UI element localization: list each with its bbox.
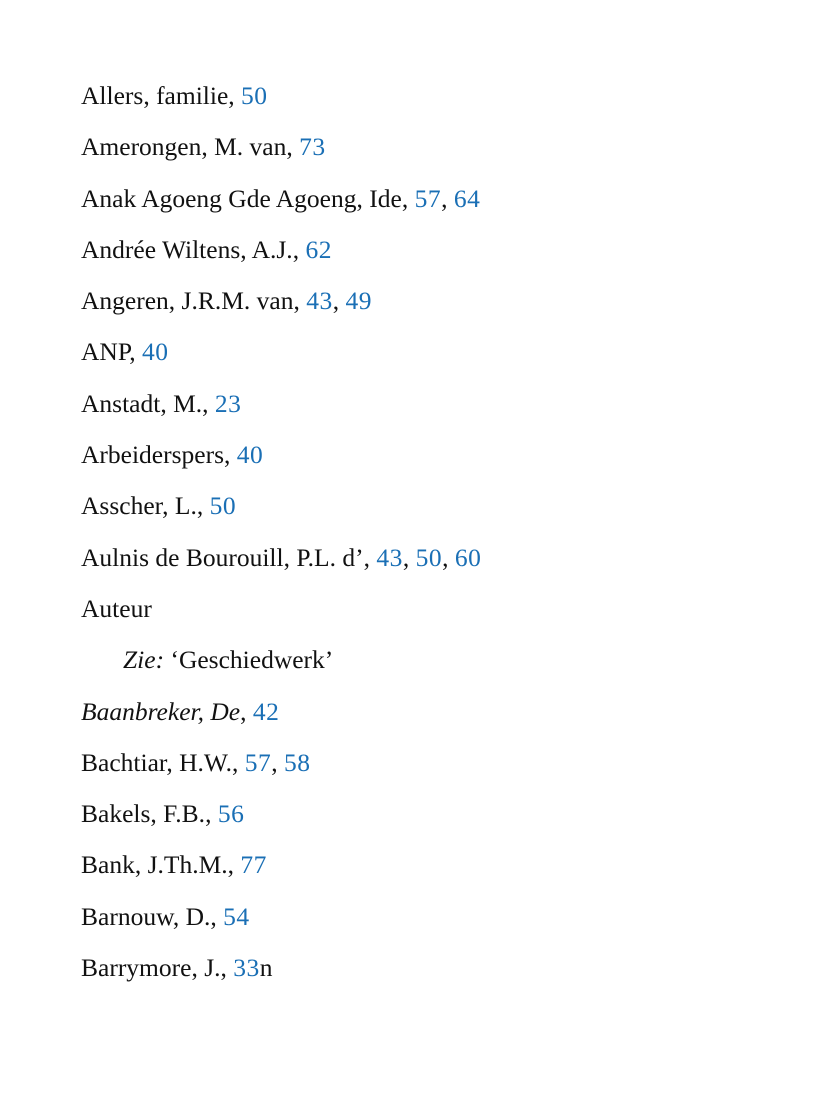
- entry-name: Angeren, J.R.M. van: [81, 286, 294, 316]
- entry-name: Anak Agoeng Gde Agoeng, Ide: [81, 183, 402, 213]
- page-link[interactable]: 56: [217, 799, 245, 829]
- page-link[interactable]: 60: [454, 542, 482, 572]
- page-link[interactable]: 57: [244, 747, 272, 777]
- see-reference: [81, 639, 801, 690]
- page-link[interactable]: 40: [236, 440, 264, 470]
- entry-name: Auteur: [81, 593, 152, 623]
- page-link[interactable]: 43: [306, 286, 333, 316]
- entry-name: Arbeiderspers: [81, 440, 225, 470]
- page-link[interactable]: 42: [252, 696, 280, 726]
- index-entry: Bachtiar, H.W., 57, 58: [81, 747, 311, 777]
- entry-name: Andrée Wiltens, A.J.: [81, 234, 293, 264]
- index-entry: Aulnis de Bourouill, P.L. d’, 43, 50, 60: [81, 542, 482, 572]
- index-entry: Bakels, F.B., 56: [81, 799, 245, 829]
- page-link[interactable]: 50: [415, 542, 443, 572]
- index-entry: Arbeiderspers, 40: [81, 440, 264, 470]
- index-entry: ANP, 40: [81, 337, 169, 367]
- entry-name: Anstadt, M.: [81, 388, 203, 418]
- entry-name: Allers, familie: [81, 81, 229, 110]
- index-entry: Amerongen, M. van, 73: [81, 132, 326, 162]
- index-entry: Baanbreker, De, 42: [81, 696, 280, 726]
- entry-name: Bachtiar, H.W.: [81, 747, 232, 777]
- see-target: ‘Geschiedwerk’: [170, 645, 334, 675]
- entry-name: Bank, J.Th.M.: [81, 850, 228, 880]
- page-link[interactable]: 40: [141, 337, 169, 367]
- page-link[interactable]: 62: [305, 234, 332, 264]
- index-entry: Anak Agoeng Gde Agoeng, Ide, 57, 64: [81, 183, 481, 213]
- index-list: [81, 75, 801, 998]
- index-entry: Anstadt, M., 23: [81, 388, 242, 418]
- index-entry: Andrée Wiltens, A.J., 62: [81, 234, 332, 264]
- page-link[interactable]: 77: [240, 850, 267, 880]
- page-link[interactable]: 33: [233, 953, 260, 983]
- entry-name: Barrymore, J.: [81, 953, 221, 983]
- index-entry: Barnouw, D., 54: [81, 901, 250, 931]
- entry-name: ANP: [81, 337, 130, 367]
- entry-name: Aulnis de Bourouill, P.L. d’: [81, 542, 364, 572]
- entry-name: Baanbreker, De: [81, 696, 241, 726]
- page-link[interactable]: 43: [376, 542, 403, 572]
- page-link[interactable]: 58: [284, 747, 311, 777]
- page-link[interactable]: 23: [214, 388, 242, 418]
- entry-name: Amerongen, M. van: [81, 132, 287, 162]
- page-link[interactable]: 49: [345, 286, 372, 316]
- index-entry: [81, 588, 801, 639]
- page-link[interactable]: 73: [299, 132, 326, 162]
- index-entry: Bank, J.Th.M., 77: [81, 850, 267, 880]
- page-link[interactable]: 50: [241, 81, 268, 110]
- entry-name: Asscher, L.: [81, 491, 197, 521]
- page-suffix: n: [259, 953, 273, 983]
- page-link[interactable]: 50: [209, 491, 237, 521]
- see-label: Zie:: [123, 645, 165, 675]
- index-entry: Barrymore, J., 33n: [81, 953, 273, 983]
- entry-name: Bakels, F.B.: [81, 799, 206, 829]
- index-entry: Angeren, J.R.M. van, 43, 49: [81, 286, 372, 316]
- entry-name: Barnouw, D.: [81, 901, 211, 931]
- index-entry: Asscher, L., 50: [81, 491, 237, 521]
- page-link[interactable]: 64: [453, 183, 481, 213]
- index-entry: Allers, familie, 50: [81, 81, 268, 110]
- page-link[interactable]: 57: [414, 183, 442, 213]
- page-link[interactable]: 54: [223, 901, 250, 931]
